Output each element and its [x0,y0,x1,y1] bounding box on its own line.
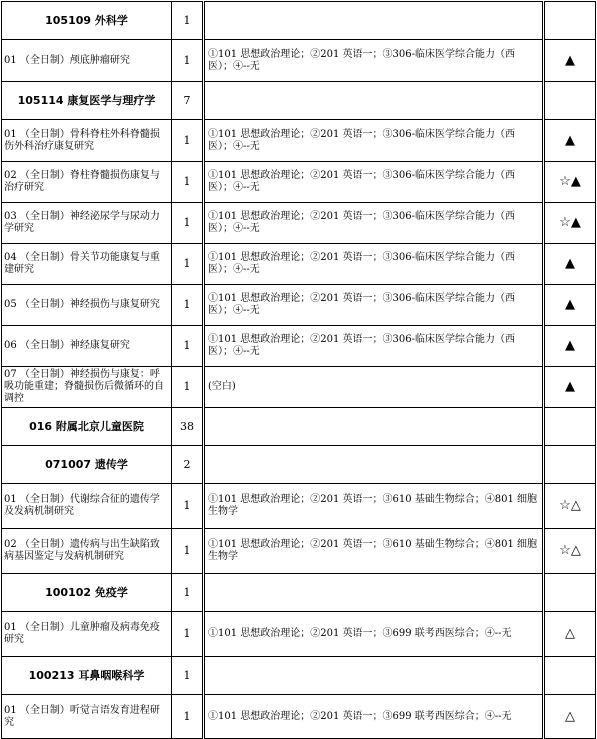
mark-symbol: ☆△ [544,484,596,529]
table-row [2,203,596,244]
mark-symbol: ☆△ [544,529,596,574]
mark-symbol: ▲ [544,367,596,408]
exam-subjects: ①101 思想政治理论；②201 英语一；③699 联考西医综合；④--无 [204,695,544,739]
mark-symbol: △ [544,695,596,739]
table-row [2,695,596,739]
program-name: 06 （全日制）神经康复研究 [2,326,172,367]
exam-subjects: ①101 思想政治理论；②201 英语一；③306-临床医学综合能力（西医）；④--无 [204,244,544,285]
enrollment-count: 1 [172,326,204,367]
mark-symbol [544,82,596,120]
enrollment-count: 1 [172,612,204,657]
mark-symbol: ▲ [544,244,596,285]
enrollment-count: 1 [172,244,204,285]
program-name: 01 （全日制）儿童肿瘤及病毒免疫研究 [2,612,172,657]
table-row [2,574,596,612]
mark-symbol: ▲ [544,120,596,162]
table-row [2,529,596,574]
mark-symbol [544,446,596,484]
enrollment-count: 1 [172,529,204,574]
program-name: 02 （全日制）遗传病与出生缺陷致病基因鉴定与发病机制研究 [2,529,172,574]
mark-symbol: ▲ [544,285,596,326]
table-row [2,40,596,82]
table-row [2,612,596,657]
exam-subjects: ①101 思想政治理论；②201 英语一；③699 联考西医综合；④--无 [204,612,544,657]
exam-subjects: ①101 思想政治理论；②201 英语一；③610 基础生物综合；④801 细胞生物学 [204,484,544,529]
table-row [2,120,596,162]
exam-subjects: ①101 思想政治理论；②201 英语一；③306-临床医学综合能力（西医）；④--无 [204,285,544,326]
program-name: 100213 耳鼻咽喉科学 [2,657,172,695]
table-row [2,2,596,40]
mark-symbol: ▲ [544,40,596,82]
program-name: 05 （全日制）神经损伤与康复研究 [2,285,172,326]
enrollment-count: 1 [172,285,204,326]
table-row [2,82,596,120]
exam-subjects [204,574,544,612]
exam-subjects: ①101 思想政治理论；②201 英语一；③306-临床医学综合能力（西医）；④--无 [204,203,544,244]
program-name: 100102 免疫学 [2,574,172,612]
mark-symbol [544,2,596,40]
mark-symbol: ☆▲ [544,162,596,203]
enrollment-count: 38 [172,408,204,446]
program-name: 03 （全日制）神经泌尿学与尿动力学研究 [2,203,172,244]
program-name: 01 （全日制）代谢综合征的遗传学及发病机制研究 [2,484,172,529]
program-name: 016 附属北京儿童医院 [2,408,172,446]
enrollment-count: 1 [172,657,204,695]
table-row [2,408,596,446]
exam-subjects [204,408,544,446]
program-name: 01 （全日制）颅底肿瘤研究 [2,40,172,82]
mark-symbol: ▲ [544,326,596,367]
table-row [2,162,596,203]
mark-symbol: ☆▲ [544,203,596,244]
enrollment-count: 1 [172,367,204,408]
enrollment-count: 1 [172,484,204,529]
table-row [2,446,596,484]
enrollment-count: 2 [172,446,204,484]
enrollment-count: 1 [172,203,204,244]
enrollment-count: 1 [172,120,204,162]
table-row [2,367,596,408]
exam-subjects: ①101 思想政治理论；②201 英语一；③306-临床医学综合能力（西医）；④--无 [204,162,544,203]
table-row [2,657,596,695]
exam-subjects [204,2,544,40]
program-table [1,1,596,739]
program-name: 105109 外科学 [2,2,172,40]
exam-subjects [204,657,544,695]
table-row [2,244,596,285]
exam-subjects: ①101 思想政治理论；②201 英语一；③306-临床医学综合能力（西医）；④--无 [204,40,544,82]
enrollment-count: 1 [172,162,204,203]
enrollment-count: 1 [172,574,204,612]
exam-subjects: ①101 思想政治理论；②201 英语一；③306-临床医学综合能力（西医）；④--无 [204,120,544,162]
exam-subjects: (空白) [204,367,544,408]
program-name: 071007 遗传学 [2,446,172,484]
program-name: 01 （全日制）听觉言语发育进程研究 [2,695,172,739]
mark-symbol [544,574,596,612]
enrollment-count: 1 [172,2,204,40]
enrollment-count: 1 [172,40,204,82]
table-row [2,326,596,367]
mark-symbol [544,657,596,695]
table-row [2,285,596,326]
program-name: 07 （全日制）神经损伤与康复：呼吸功能重建；脊髓损伤后微循环的自调控 [2,367,172,408]
exam-subjects [204,82,544,120]
program-name: 105114 康复医学与理疗学 [2,82,172,120]
table-row [2,484,596,529]
mark-symbol [544,408,596,446]
exam-subjects [204,446,544,484]
exam-subjects: ①101 思想政治理论；②201 英语一；③306-临床医学综合能力（西医）；④--无 [204,326,544,367]
enrollment-count: 1 [172,695,204,739]
program-name: 02 （全日制）脊柱脊髓损伤康复与治疗研究 [2,162,172,203]
mark-symbol: △ [544,612,596,657]
program-name: 01 （全日制）骨科脊柱外科脊髓损伤外科治疗康复研究 [2,120,172,162]
program-name: 04 （全日制）骨关节功能康复与重建研究 [2,244,172,285]
enrollment-count: 7 [172,82,204,120]
exam-subjects: ①101 思想政治理论；②201 英语一；③610 基础生物综合；④801 细胞生物学 [204,529,544,574]
